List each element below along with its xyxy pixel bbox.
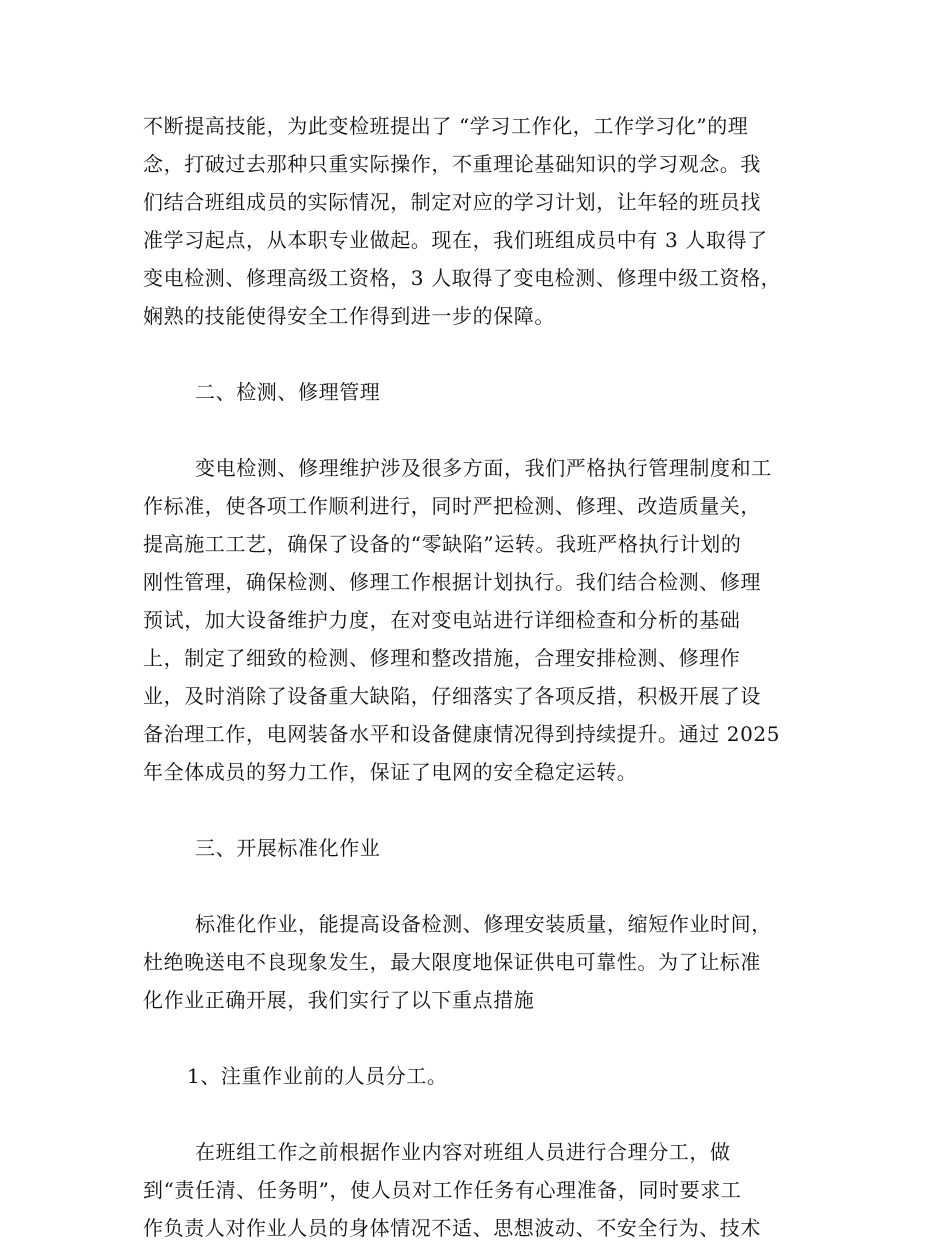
paragraph-line: 变电检测、修理维护涉及很多方面，我们严格执行管理制度和工	[195, 456, 772, 480]
paragraph-line: 备治理工作，电网装备水平和设备健康情况得到持续提升。通过 2025	[143, 722, 781, 746]
paragraph-gap	[143, 335, 803, 373]
paragraph-line: 作负责人对作业人员的身体情况不适、思想波动、不安全行为、技术	[143, 1216, 761, 1240]
paragraph-line: 娴熟的技能使得安全工作得到进一步的保障。	[143, 304, 555, 328]
section-heading: 三、开展标准化作业	[195, 836, 381, 860]
paragraph-gap	[143, 791, 803, 829]
section-heading: 二、检测、修理管理	[195, 380, 381, 404]
paragraph-gap	[143, 411, 803, 449]
paragraph-line: 到“责任清、任务明”，使人员对工作任务有心理准备，同时要求工	[143, 1178, 742, 1202]
paragraph-line: 提高施工工艺，确保了设备的“零缺陷”运转。我班严格执行计划的	[143, 532, 742, 556]
paragraph-line: 在班组工作之前根据作业内容对班组人员进行合理分工，做	[195, 1140, 731, 1164]
paragraph-line: 标准化作业，能提高设备检测、修理安装质量，缩短作业时间，	[195, 912, 772, 936]
paragraph-gap	[143, 1019, 803, 1057]
paragraph-line: 业，及时消除了设备重大缺陷，仔细落实了各项反措，积极开展了设	[143, 684, 761, 708]
paragraph-line: 刚性管理，确保检测、修理工作根据计划执行。我们结合检测、修理	[143, 570, 761, 594]
paragraph-line: 上，制定了细致的检测、修理和整改措施，合理安排检测、修理作	[143, 646, 741, 670]
paragraph-gap	[143, 867, 803, 905]
paragraph-line: 年全体成员的努力工作，保证了电网的安全稳定运转。	[143, 760, 638, 784]
paragraph-line: 变电检测、修理高级工资格，3 人取得了变电检测、修理中级工资格，	[143, 266, 782, 290]
paragraph-gap	[143, 1095, 803, 1133]
paragraph-line: 作标准，使各项工作顺利进行，同时严把检测、修理、改造质量关，	[143, 494, 761, 518]
paragraph-line: 念，打破过去那种只重实际操作，不重理论基础知识的学习观念。我	[143, 152, 761, 176]
paragraph-line: 预试，加大设备维护力度，在对变电站进行详细检查和分析的基础	[143, 608, 741, 632]
paragraph-line: 化作业正确开展，我们实行了以下重点措施	[143, 988, 535, 1012]
paragraph-line: 杜绝晚送电不良现象发生，最大限度地保证供电可靠性。为了让标准	[143, 950, 761, 974]
subsection-heading: 1、注重作业前的人员分工。	[187, 1064, 448, 1088]
paragraph-line: 准学习起点，从本职专业做起。现在，我们班组成员中有 3 人取得了	[143, 228, 768, 252]
document-body	[143, 107, 803, 1247]
paragraph-line: 不断提高技能，为此变检班提出了 “学习工作化，工作学习化”的理	[143, 114, 749, 138]
paragraph-line: 们结合班组成员的实际情况，制定对应的学习计划，让年轻的班员找	[143, 190, 761, 214]
